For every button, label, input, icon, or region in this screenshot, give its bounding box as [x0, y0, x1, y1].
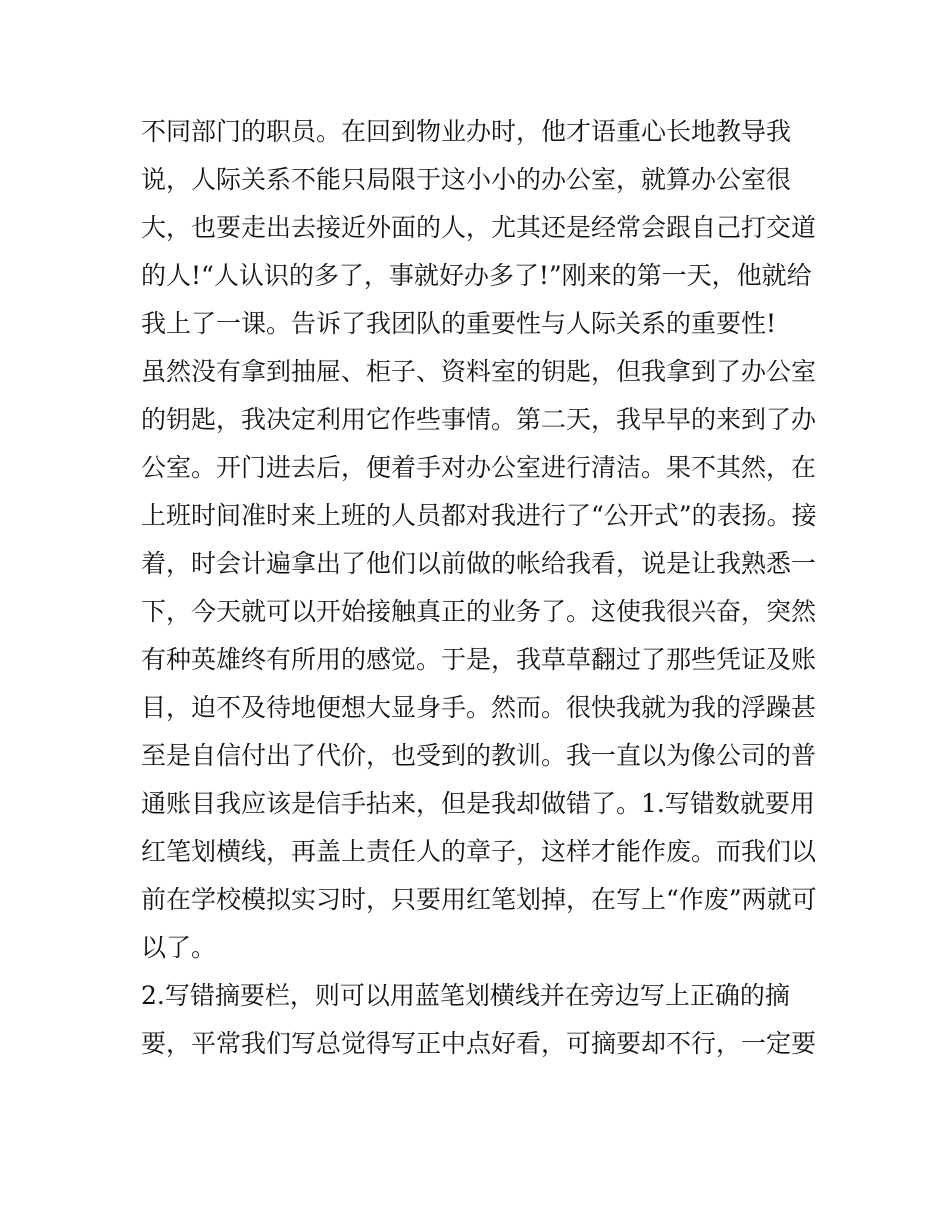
- text-line: 红笔划横线，再盖上责任人的章子，这样才能作废。而我们以: [141, 837, 817, 866]
- body-text: [141, 108, 821, 1068]
- text-line: 我上了一课。告诉了我团队的重要性与人际关系的重要性!: [141, 309, 777, 338]
- text-line: 大，也要走出去接近外面的人，尤其还是经常会跟自己打交道: [141, 213, 817, 242]
- text-line: 下，今天就可以开始接触真正的业务了。这使我很兴奋，突然: [141, 597, 817, 626]
- text-line: 要，平常我们写总觉得写正中点好看，可摘要却不行，一定要: [141, 1029, 817, 1058]
- text-line: 说，人际关系不能只局限于这小小的办公室，就算办公室很: [141, 165, 792, 194]
- text-line: 公室。开门进去后，便着手对办公室进行清洁。果不其然，在: [141, 453, 817, 482]
- text-line: 不同部门的职员。在回到物业办时，他才语重心长地教导我: [141, 117, 792, 146]
- text-line: 目，迫不及待地便想大显身手。然而。很快我就为我的浮躁甚: [141, 693, 817, 722]
- text-line: 的钥匙，我决定利用它作些事情。第二天，我早早的来到了办: [141, 405, 817, 434]
- text-line: 前在学校模拟实习时，只要用红笔划掉，在写上“作废”两就可: [141, 885, 817, 914]
- text-line: 上班时间准时来上班的人员都对我进行了“公开式”的表扬。接: [141, 501, 817, 530]
- text-line: 通账目我应该是信手拈来，但是我却做错了。1.写错数就要用: [141, 789, 815, 818]
- text-line: 着，时会计遍拿出了他们以前做的帐给我看，说是让我熟悉一: [141, 549, 817, 578]
- text-line: 至是自信付出了代价，也受到的教训。我一直以为像公司的普: [141, 741, 817, 770]
- text-line: 以了。: [141, 933, 217, 962]
- text-line: 2.写错摘要栏，则可以用蓝笔划横线并在旁边写上正确的摘: [141, 981, 790, 1010]
- text-line: 虽然没有拿到抽屉、柜子、资料室的钥匙，但我拿到了办公室: [141, 357, 817, 386]
- text-line: 有种英雄终有所用的感觉。于是，我草草翻过了那些凭证及账: [141, 645, 817, 674]
- text-line: 的人!“人认识的多了，事就好办多了!”刚来的第一天，他就给: [141, 261, 812, 290]
